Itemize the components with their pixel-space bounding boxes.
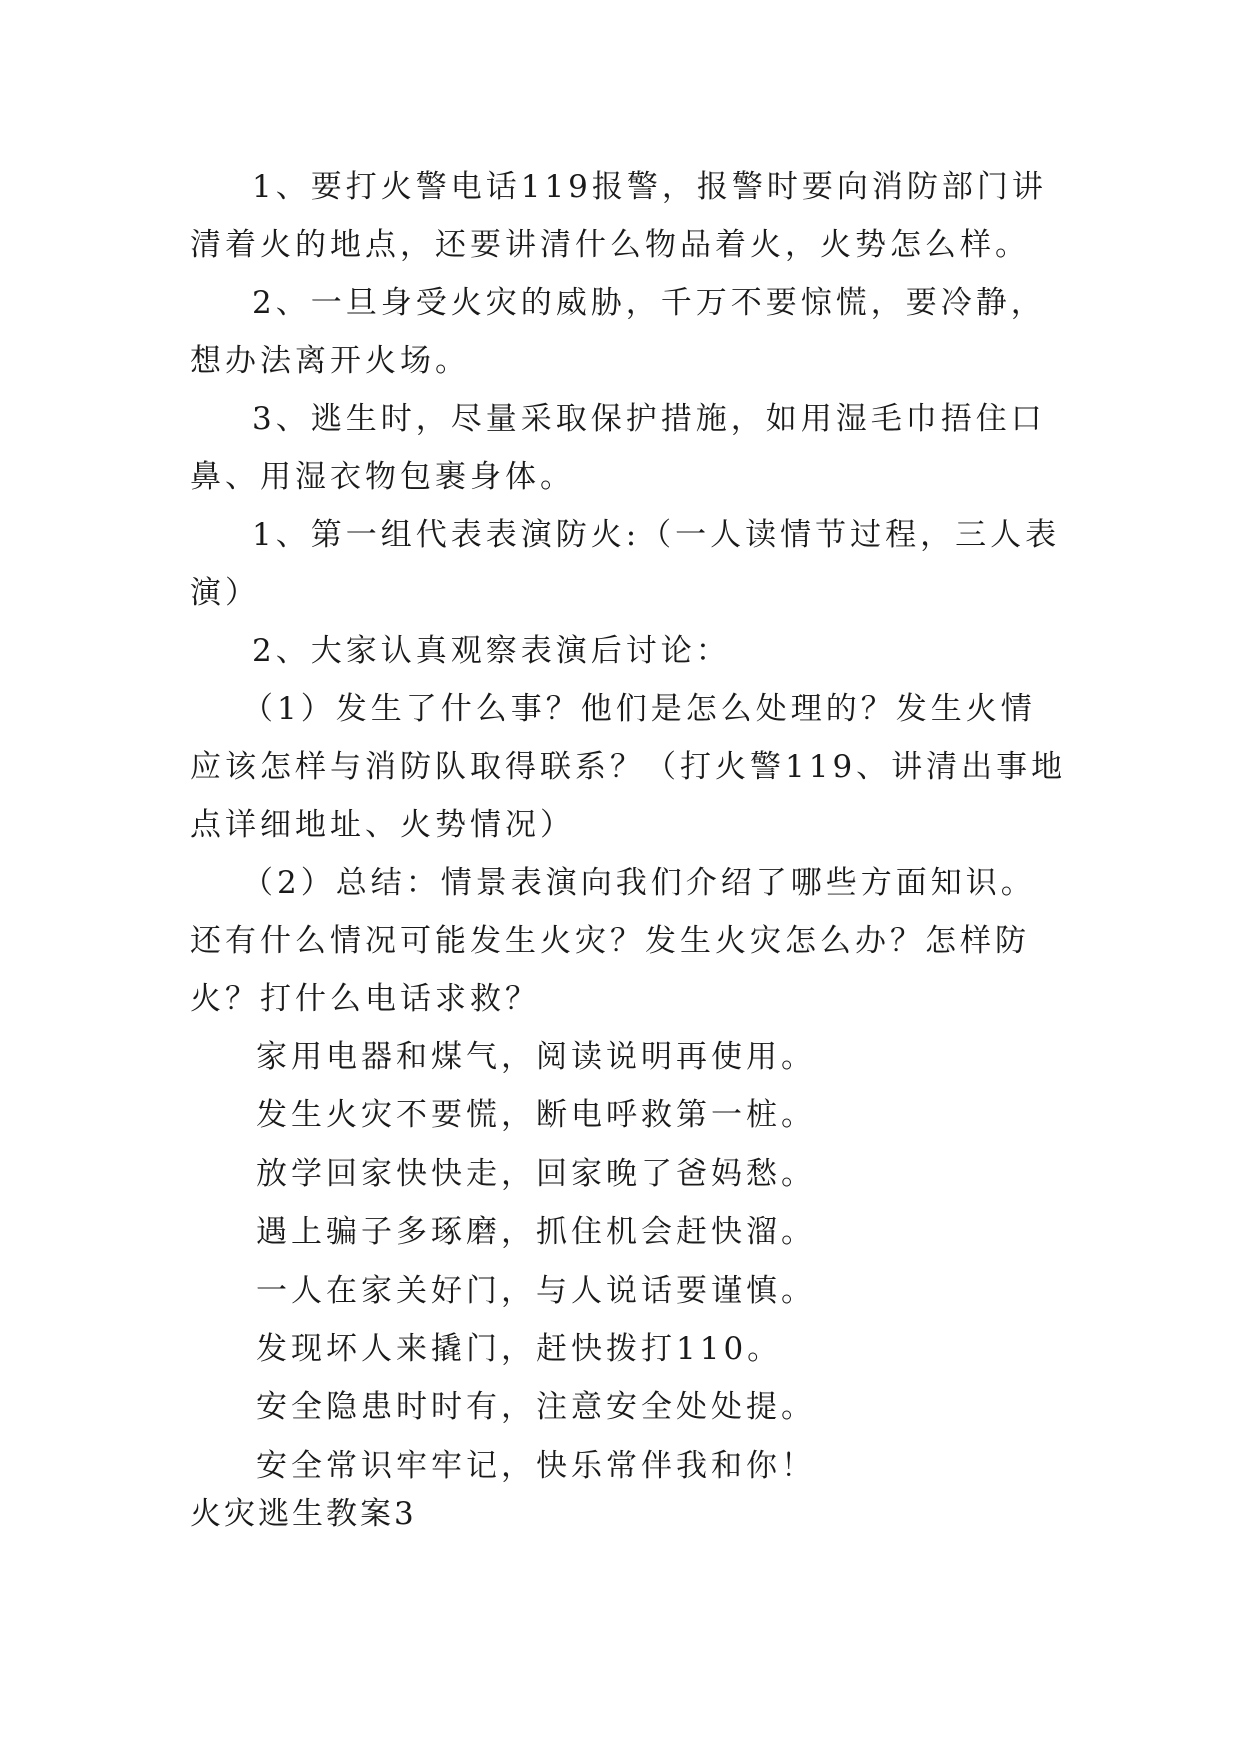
paragraph-group-performance: 1、第一组代表表演防火:（一人读情节过程，三人表演） — [190, 517, 1061, 611]
rhyme-line: 安全隐患时时有，注意安全处处提。 — [256, 1389, 816, 1426]
rhyme-line: 发生火灾不要慌，断电呼救第一桩。 — [256, 1097, 816, 1134]
rhyme-line: 发现坏人来撬门，赶快拨打110。 — [256, 1331, 783, 1368]
rhyme-line: 安全常识牢牢记，快乐常伴我和你！ — [256, 1447, 816, 1484]
rhyme-line: 遇上骗子多琢磨，抓住机会赶快溜。 — [256, 1214, 816, 1251]
paragraph-summary-2: （2）总结：情景表演向我们介绍了哪些方面知识。还有什么情况可能发生火灾？发生火灾怎么办？怎样防火？打什么电话求救？ — [190, 865, 1036, 1017]
paragraph-protect: 3、逃生时，尽量采取保护措施，如用湿毛巾捂住口鼻、用湿衣物包裹身体。 — [190, 401, 1046, 495]
paragraph-discussion: 2、大家认真观察表演后讨论： — [252, 633, 731, 669]
paragraph-stay-calm: 2、一旦身受火灾的威胁，千万不要惊慌，要冷静，想办法离开火场。 — [190, 285, 1046, 379]
document-body — [190, 158, 1070, 1495]
section-heading: 火灾逃生教案3 — [190, 1496, 417, 1532]
rhyme-line: 放学回家快快走，回家晚了爸妈愁。 — [256, 1155, 816, 1192]
safety-rhyme — [190, 1028, 1070, 1495]
rhyme-line: 家用电器和煤气，阅读说明再使用。 — [256, 1039, 816, 1075]
rhyme-line: 一人在家关好门，与人说话要谨慎。 — [256, 1272, 816, 1309]
paragraph-question-1: （1）发生了什么事？他们是怎么处理的？发生火情应该怎样与消防队取得联系？（打火警119、讲清出事地点详细地址、火势情况） — [190, 691, 1067, 843]
paragraph-call-119: 1、要打火警电话119报警，报警时要向消防部门讲清着火的地点，还要讲清什么物品着火，火势怎么样。 — [190, 169, 1047, 263]
